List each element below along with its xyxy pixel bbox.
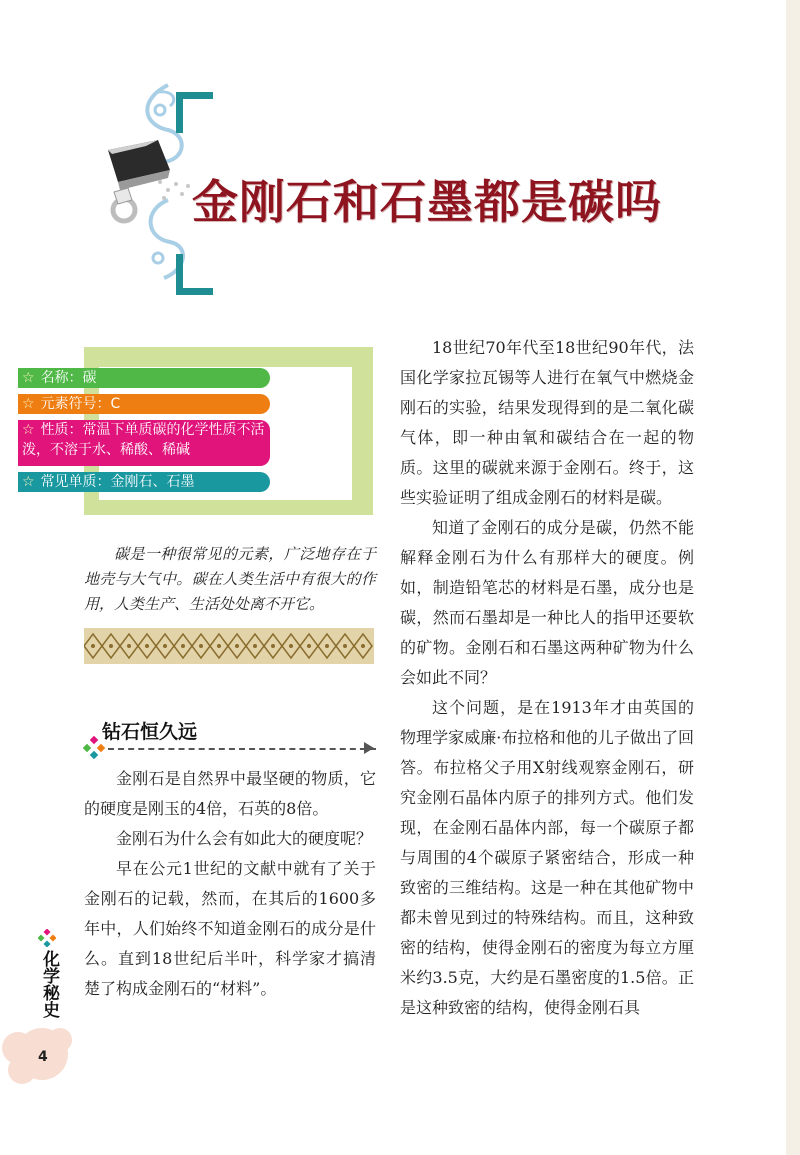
info-name: 名称：碳 — [40, 370, 97, 386]
book-series-label: 化学秘史 — [39, 950, 59, 1018]
diamond-border-ornament — [84, 628, 374, 664]
info-name-row — [18, 368, 270, 388]
intro-paragraph: 碳是一种很常见的元素，广泛地存在于地壳与大气中。碳在人类生活中有很大的作用，人类生产、生活处处离不开它。 — [84, 545, 376, 613]
page-number: 4 — [38, 1049, 48, 1065]
left-column-text — [84, 764, 376, 1004]
info-symbol: 元素符号：C — [40, 396, 121, 412]
star-icon: ☆ — [22, 370, 35, 386]
star-icon: ☆ — [22, 474, 35, 490]
page-edge-strip — [786, 0, 800, 1155]
section-divider — [108, 748, 376, 750]
info-property-row — [18, 420, 270, 466]
body-paragraph: 18世纪70年代至18世纪90年代，法国化学家拉瓦锡等人进行在氧气中燃烧金刚石的实验，结果发现得到的是二氧化碳气体，即一种由氧和碳结合在一起的物质。这里的碳就来源于金刚石。终于，这些实验证明了组成金刚石的材料是碳。 — [400, 338, 694, 507]
body-paragraph: 这个问题，是在1913年才由英国的物理学家威廉·布拉格和他的儿子做出了回答。布拉格父子用X射线观察金刚石，研究金刚石晶体内原子的排列方式。他们发现，在金刚石晶体内部，每一个碳原子都与周围的4个碳原子紧密结合，形成一种致密的三维结构。这是一种在其他矿物中都未曾见到过的特殊结构。而且，这种致密的结构，使得金刚石的密度为每立方厘米约3.5克，大约是石墨密度的1.5倍。正是这种致密的结构，使得金刚石具 — [400, 698, 694, 1017]
body-paragraph: 早在公元1世纪的文献中就有了关于金刚石的记载，然而，在其后的1600多年中，人们始终不知道金刚石的成分是什么。直到18世纪后半叶，科学家才搞清楚了构成金刚石的“材料”。 — [84, 859, 376, 998]
colored-dots-icon — [82, 736, 106, 760]
info-allotropes: 常见单质：金刚石、石墨 — [40, 474, 195, 490]
section-title: 钻石恒久远 — [102, 721, 198, 743]
arrow-right-icon — [364, 742, 374, 754]
page-title: 金刚石和石墨都是碳吗 — [192, 175, 662, 229]
body-paragraph: 金刚石是自然界中最坚硬的物质，它的硬度是刚玉的4倍，石英的8倍。 — [84, 769, 376, 818]
info-allotropes-row — [18, 472, 270, 492]
body-paragraph: 知道了金刚石的成分是碳，仍然不能解释金刚石为什么有那样大的硬度。例如，制造铅笔芯的材料是石墨，成分也是碳，然而石墨却是一种比人的指甲还要软的矿物。金刚石和石墨这两种矿物为什么会如此不同？ — [400, 518, 694, 687]
star-icon: ☆ — [22, 422, 35, 438]
title-bracket-bottom — [176, 254, 213, 295]
title-bracket-top — [176, 92, 213, 133]
body-paragraph: 金刚石为什么会有如此大的硬度呢？ — [116, 829, 373, 848]
info-symbol-row — [18, 394, 270, 414]
info-property: 性质：常温下单质碳的化学性质不活泼，不溶于水、稀酸、稀碱 — [22, 422, 265, 458]
colored-dots-icon — [38, 929, 56, 947]
right-column-text — [400, 333, 694, 1023]
star-icon: ☆ — [22, 396, 35, 412]
